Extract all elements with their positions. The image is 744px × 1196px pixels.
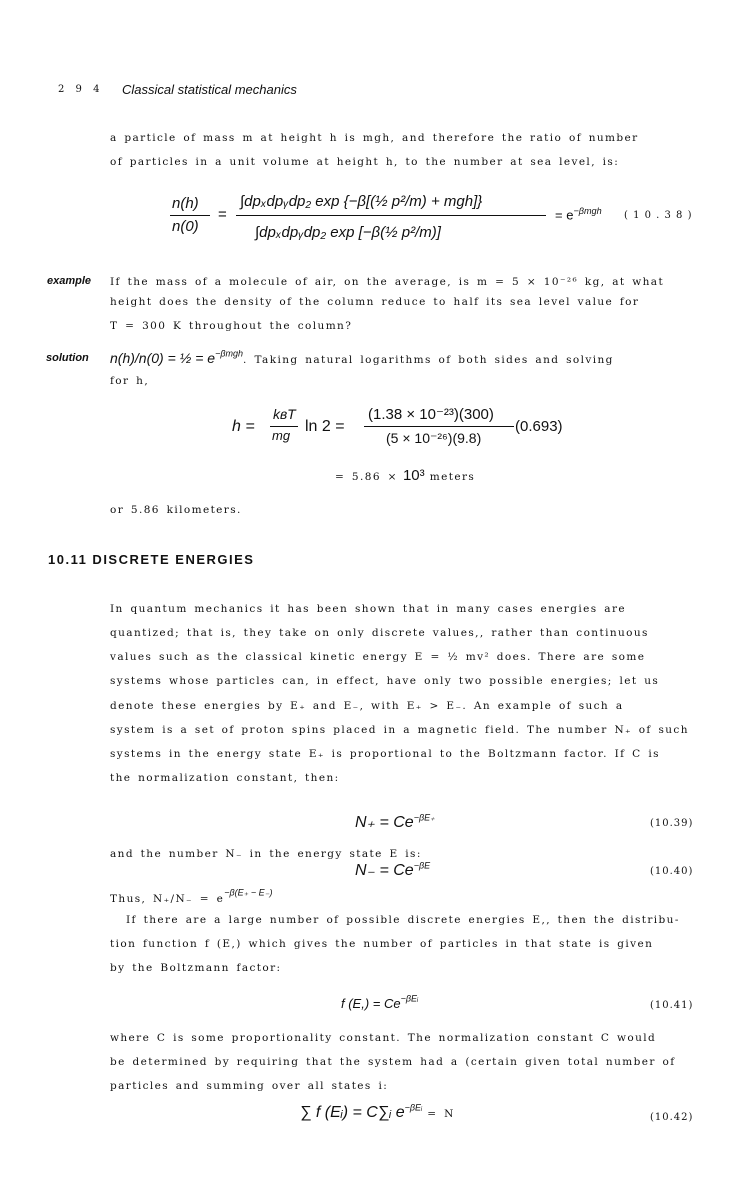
eq-denominator: ∫dpₓdpᵧdp₂ exp [−β(½ p²/m)] (255, 224, 441, 241)
eq-10-39-exponent: −βE₊ (413, 812, 435, 823)
solution-line-2: for h, (110, 375, 150, 387)
para2-line-1: If there are a large number of possible discrete energies E,, then the distribu- (126, 914, 680, 926)
solution-ratio: n(h)/n(0) = ½ = e (110, 350, 216, 366)
h-main-fraction-bar (364, 426, 514, 427)
thus-exponent: −β(E₊ − E₋) (224, 887, 273, 898)
para1-line-1: In quantum mechanics it has been shown that in many cases energies are (110, 603, 627, 615)
para1-line-8: the normalization constant, then: (110, 772, 340, 784)
eq-number-10-40: (10.40) (650, 866, 694, 877)
result-unit: meters (429, 471, 476, 483)
solution-label: solution (46, 352, 89, 364)
intro-line-2: of particles in a unit volume at height h, to the number at sea level, is: (110, 156, 620, 168)
eq-number-10-38: ( 1 0 . 3 8 ) (624, 210, 693, 221)
solution-exponent: −βmgh (215, 348, 243, 359)
eq-10-40-lhs: N₋ = Ce (355, 862, 414, 879)
eq-10-42-exponent: −βEᵢ (404, 1102, 423, 1113)
eq-10-40-exponent: −βE (413, 860, 431, 871)
h-frac-bar (270, 426, 298, 427)
h-numerator: (1.38 × 10⁻²³)(300) (368, 406, 494, 423)
page-number: 2 9 4 (58, 84, 103, 95)
result-prefix: = 5.86 × (335, 471, 398, 483)
example-line-1: If the mass of a molecule of air, on the average, is m = 5 × 10⁻²⁶ kg, at what (110, 276, 665, 288)
eq-10-42-lhs: ∑ f (Eᵢ) = C∑ᵢ e (300, 1104, 405, 1121)
example-line-2: height does the density of the column reduce to half its sea level value for (110, 296, 640, 308)
mid-line: and the number N₋ in the energy state E is: (110, 848, 422, 860)
result-power: 10³ (402, 467, 425, 484)
eq-lhs-numerator: n(h) (172, 195, 199, 212)
eq-rhs: = e (555, 207, 574, 223)
eq-lhs-denominator: n(0) (172, 218, 199, 235)
example-line-3: T = 300 K throughout the column? (110, 320, 353, 332)
eq-equals: = (218, 206, 227, 223)
eq-rhs-exponent: −βmgh (573, 206, 602, 216)
h-lhs: h = (232, 418, 255, 435)
para3-line-3: particles and summing over all states i: (110, 1080, 389, 1092)
thus-text: Thus, N₊/N₋ = e (110, 893, 225, 905)
h-ln: ln 2 = (305, 418, 345, 435)
para2-line-3: by the Boltzmann factor: (110, 962, 282, 974)
para1-line-3: values such as the classical kinetic energy E = ½ mv² does. There are some (110, 651, 646, 663)
eq-lhs-fraction-bar (170, 215, 210, 216)
h-frac-denominator: mg (272, 428, 291, 443)
eq-10-41-exponent: −βEᵢ (400, 993, 419, 1004)
eq-10-42-rhs: = N (427, 1108, 455, 1120)
section-heading: 10.11 DISCRETE ENERGIES (48, 552, 255, 567)
eq-number-10-42: (10.42) (650, 1112, 694, 1123)
para3-line-2: be determined by requiring that the system had a (certain given total number of (110, 1056, 676, 1068)
running-title: Classical statistical mechanics (122, 82, 297, 97)
eq-numerator: ∫dpₓdpᵧdp₂ exp {−β[(½ p²/m) + mgh]} (240, 193, 483, 210)
para1-line-4: systems whose particles can, in effect, have only two possible energies; let us (110, 675, 660, 687)
eq-number-10-39: (10.39) (650, 818, 694, 829)
para1-line-7: systems in the energy state E₊ is proportional to the Boltzmann factor. If C is (110, 748, 660, 760)
para1-line-5: denote these energies by E₊ and E₋, with E₊ > E₋. An example of such a (110, 700, 624, 712)
h-factor: (0.693) (515, 418, 563, 435)
para1-line-2: quantized; that is, they take on only discrete values,, rather than continuous (110, 627, 649, 639)
eq-10-41-lhs: f (E,) = Ce (341, 996, 401, 1011)
solution-after: or 5.86 kilometers. (110, 504, 242, 516)
example-label: example (47, 275, 92, 287)
h-denominator: (5 × 10⁻²⁶)(9.8) (386, 430, 482, 446)
para3-line-1: where C is some proportionality constant. The normalization constant C would (110, 1032, 657, 1044)
eq-10-39-lhs: N₊ = Ce (355, 814, 414, 831)
para1-line-6: system is a set of proton spins placed in a magnetic field. The number N₊ of such (110, 724, 689, 736)
solution-text: . Taking natural logarithms of both sides and solving (242, 354, 614, 366)
h-frac-numerator: kʙT (273, 406, 296, 422)
eq-main-fraction-bar (236, 215, 546, 216)
eq-number-10-41: (10.41) (650, 1000, 694, 1011)
para2-line-2: tion function f (E,) which gives the number of particles in that state is given (110, 938, 654, 950)
intro-line-1: a particle of mass m at height h is mgh, and therefore the ratio of number (110, 132, 639, 144)
